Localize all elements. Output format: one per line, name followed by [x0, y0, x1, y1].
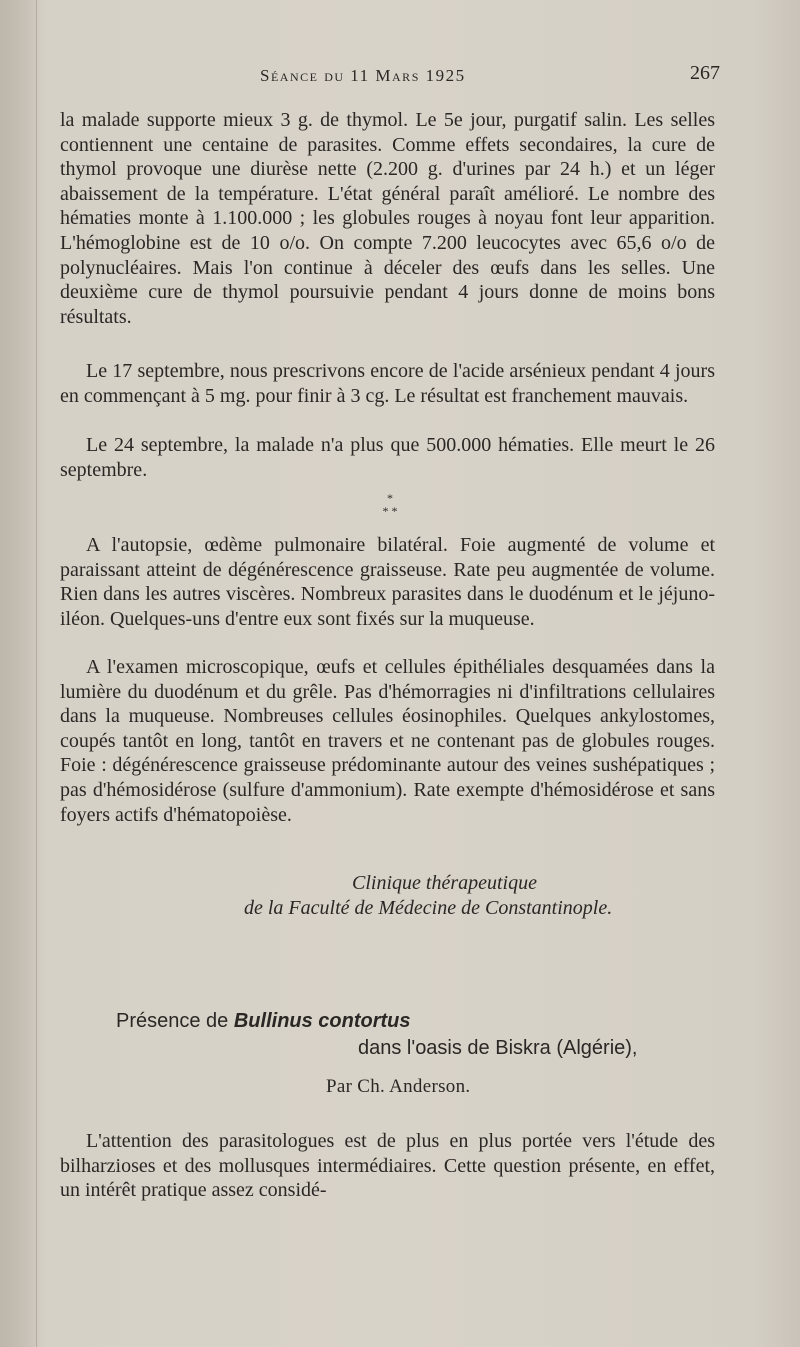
article-title-line1 [116, 1008, 716, 1035]
paragraph-arsenic [60, 359, 715, 408]
signature-clinic: Clinique thérapeutique [352, 872, 537, 894]
paragraph-introduction [60, 1129, 715, 1203]
paragraph-text: A l'examen microscopique, œufs et cellules épithéliales desquamées dans la lumière du duodénum et du grêle. Pas d'hémorragies ni d'infiltrations cellulaires dans la muqueuse. Nombreuses cellules éosinophiles. Quelques ankylostomes, coupés tantôt en long, tantôt en travers et ne contenant pas de globules rouges. Foie : dégénérescence graisseuse prédominante autour des veines sushépatiques ; pas d'hémosidérose (sulfure d'ammonium). Rate exempte d'hémosidérose et sans foyers actifs d'hématopoièse. [60, 656, 715, 826]
page-fold-line [36, 0, 37, 1347]
paragraph-text: la malade supporte mieux 3 g. de thymol. Le 5e jour, purgatif salin. Les selles contiennent une centaine de parasites. Comme effets secondaires, la cure de thymol provoque une diurèse nette (2.200 g. d'urines par 24 h.) et un léger abaissement de la température. L'état général paraît amélioré. Le nombre des hématies monte à 1.100.000 ; les globules rouges à noyau font leur apparition. L'hémoglobine est de 10 o/o. On compte 7.200 leucocytes avec 65,6 o/o de polynucléaires. Mais l'on continue à déceler des œufs dans les selles. Une deuxième cure de thymol poursuivie pendant 4 jours donne de moins bons résultats. [60, 109, 715, 328]
running-head: Séance du 11 Mars 1925 [260, 66, 466, 85]
asterism-top: * [387, 491, 393, 505]
paragraph-text: Le 24 septembre, la malade n'a plus que 500.000 hématies. Elle meurt le 26 septembre. [60, 434, 715, 481]
paragraph-autopsy [60, 533, 715, 631]
paragraph-microscopy [60, 655, 715, 827]
article-title [116, 1008, 716, 1062]
page-header [60, 62, 720, 92]
paragraph-death [60, 433, 715, 482]
paragraph-text: L'attention des parasitologues est de plus en plus portée vers l'étude des bilharzioses et des mollusques intermédiaires. Cette question présente, en effet, un intérêt pratique assez considé- [60, 1130, 715, 1202]
asterism-bottom: * * [382, 504, 398, 518]
author-byline: Par Ch. Anderson. [326, 1076, 471, 1097]
paragraph-text: A l'autopsie, œdème pulmonaire bilatéral. Foie augmenté de volume et paraissant atteint de dégénérescence graisseuse. Rate peu augmentée de volume. Rien dans les autres viscères. Nombreux parasites dans le duodénum et le jéjuno-iléon. Quelques-uns d'entre eux sont fixés sur la muqueuse. [60, 534, 715, 630]
title-prefix: Présence de [116, 1010, 234, 1032]
signature-faculty: de la Faculté de Médecine de Constantinople. [244, 897, 613, 919]
article-title-line2: dans l'oasis de Biskra (Algérie), [358, 1037, 638, 1059]
page-number: 267 [690, 62, 720, 84]
paragraph-treatment [60, 108, 715, 329]
asterism-divider [370, 492, 410, 518]
title-species: Bullinus contortus [233, 1010, 411, 1032]
paragraph-text: Le 17 septembre, nous prescrivons encore de l'acide arsénieux pendant 4 jours en commençant à 5 mg. pour finir à 3 cg. Le résultat est franchement mauvais. [60, 360, 715, 407]
